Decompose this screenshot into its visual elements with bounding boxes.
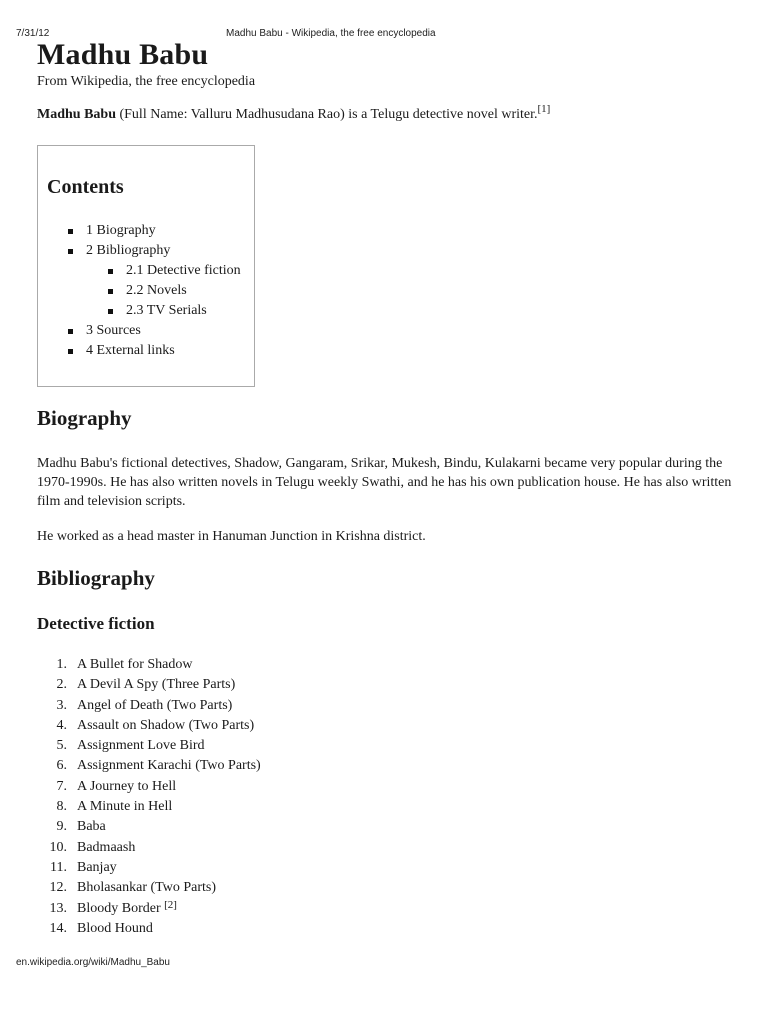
list-item-number: 10. xyxy=(49,839,67,855)
list-item-number: 9. xyxy=(56,819,67,835)
list-item-number: 2. xyxy=(56,677,67,693)
list-item-title: Banjay xyxy=(77,859,117,875)
toc-item[interactable]: 2 Bibliography xyxy=(68,241,241,261)
toc-item[interactable]: 4 External links xyxy=(68,341,241,361)
list-item-title: Bloody Border xyxy=(77,900,161,916)
list-item-title: Angel of Death (Two Parts) xyxy=(77,697,233,713)
table-of-contents xyxy=(37,145,255,387)
toc-list xyxy=(68,221,241,361)
lead-bold-name: Madhu Babu xyxy=(37,107,116,122)
list-item-title: Assignment Karachi (Two Parts) xyxy=(77,758,261,774)
list-item-number: 5. xyxy=(56,738,67,754)
lead-paragraph xyxy=(37,103,737,123)
toc-item[interactable]: 2.2 Novels xyxy=(108,281,241,301)
toc-title: Contents xyxy=(47,176,124,198)
list-item-title: Bholasankar (Two Parts) xyxy=(77,880,216,896)
article-content xyxy=(37,38,737,936)
heading-bibliography: Bibliography xyxy=(37,566,155,590)
list-item xyxy=(37,655,261,675)
list-item-number: 11. xyxy=(50,859,67,875)
page-subtitle: From Wikipedia, the free encyclopedia xyxy=(37,74,256,89)
list-item-title: A Bullet for Shadow xyxy=(77,657,193,672)
list-item xyxy=(37,797,261,817)
list-item-number: 13. xyxy=(49,900,67,916)
list-item-title: Assignment Love Bird xyxy=(77,738,205,754)
list-item xyxy=(37,817,261,837)
print-header-date: 7/31/12 xyxy=(16,28,50,39)
list-item-number: 8. xyxy=(56,799,67,815)
list-item-number: 1. xyxy=(56,657,67,672)
list-item-title: Assault on Shadow (Two Parts) xyxy=(77,717,255,733)
list-item-title: A Devil A Spy (Three Parts) xyxy=(77,677,236,693)
detective-fiction-list xyxy=(37,655,261,939)
print-header-title: Madhu Babu - Wikipedia, the free encyclopedia xyxy=(226,28,436,39)
list-item xyxy=(37,675,261,695)
toc-item[interactable]: 3 Sources xyxy=(68,321,241,341)
list-item-number: 12. xyxy=(49,880,67,896)
list-item xyxy=(37,878,261,898)
list-item-number: 14. xyxy=(49,920,67,936)
list-item-title: Blood Hound xyxy=(77,920,153,936)
heading-biography: Biography xyxy=(37,406,132,430)
list-item xyxy=(37,899,261,919)
list-item xyxy=(37,736,261,756)
toc-item[interactable]: 1 Biography xyxy=(68,221,241,241)
lead-text: (Full Name: Valluru Madhusudana Rao) is a Telugu detective novel writer. xyxy=(115,107,538,122)
list-item-number: 7. xyxy=(56,778,67,794)
list-item-title: A Minute in Hell xyxy=(77,799,173,815)
list-item xyxy=(37,919,261,939)
list-item-number: 3. xyxy=(56,697,67,713)
list-item xyxy=(37,716,261,736)
list-item xyxy=(37,777,261,797)
list-item xyxy=(37,696,261,716)
biography-paragraph-2: He worked as a head master in Hanuman Junction in Krishna district. xyxy=(37,529,426,544)
reference-link[interactable]: [2] xyxy=(164,898,177,911)
toc-item[interactable]: 2.1 Detective fiction xyxy=(108,261,241,281)
toc-item[interactable]: 2.3 TV Serials xyxy=(108,301,241,321)
print-footer-url: en.wikipedia.org/wiki/Madhu_Babu xyxy=(16,957,170,968)
biography-paragraph-1: Madhu Babu's fictional detectives, Shadow, Gangaram, Srikar, Mukesh, Bindu, Kulakarni became very popular during the 1970-1990s. He has also written novels in Telugu weekly Swathi, and he has his own publication house. He has also written film and television scripts. xyxy=(37,456,732,509)
list-item-number: 6. xyxy=(56,758,67,774)
list-item-title: Baba xyxy=(77,819,106,835)
list-item xyxy=(37,858,261,878)
list-item-number: 4. xyxy=(56,717,67,733)
page-title: Madhu Babu xyxy=(37,38,209,71)
heading-detective-fiction: Detective fiction xyxy=(37,614,155,633)
list-item xyxy=(37,756,261,776)
list-item-title: Badmaash xyxy=(77,839,136,855)
reference-link[interactable]: [1] xyxy=(537,103,551,115)
list-item-title: A Journey to Hell xyxy=(77,778,177,794)
list-item xyxy=(37,838,261,858)
